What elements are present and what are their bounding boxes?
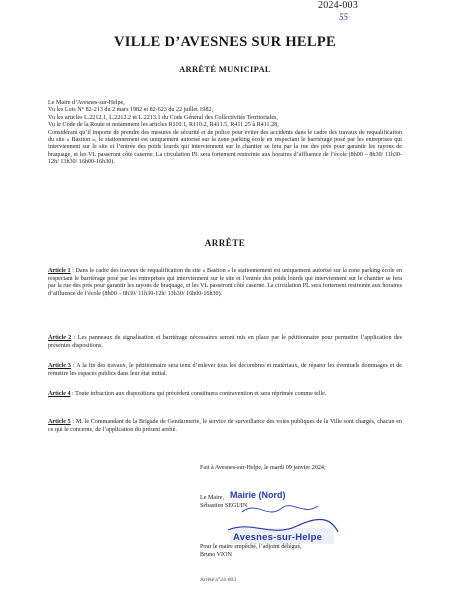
arrete-heading: ARRÊTE (204, 238, 246, 248)
article-label: Article 3 (48, 363, 71, 369)
article-text: : A la fin des travaux, le pétitionnaire sera tenu d’enlever tous les décombres et matériaux, de réparer les éventuels dommages et de remettre les espaces publics dans leur état initial. (48, 363, 402, 377)
article-text: : Toute infraction aux dispositions qui précèdent constituera contravention et sera réprimée comme telle. (70, 391, 327, 397)
document-title: VILLE D’AVESNES SUR HELPE (114, 34, 336, 50)
stamp-town-text: Avesnes-sur-Helpe (233, 532, 323, 543)
signature-place-date: Fait à Avesnes-sur-Helpe, le mardi 09 janvier 2024, (200, 465, 326, 471)
article-text: : M. le Commandant de la Brigade de Gendarmerie, le service de surveillance des voies publiques de la Ville sont chargés, chacun en ce qui le concerne, de l’application du présent arrêté. (48, 419, 402, 433)
handwritten-reference: 55 (339, 12, 348, 22)
signature-role: Le Maire, (200, 495, 225, 501)
preamble-line-considerant: Considérant qu’il importe de prendre des mesures de sécurité et de police pour éviter des accidents dans le cadre des travaux de requalification du site « Bastion », le stationnement est uniquement autorisé sur la zone parking école en respectant le barriérage posé par les entreprises qui interviennent sur le site et l’entrée des poids lourds qui interviennent sur le chantier se fera par la rue des prés pour garantir les rayons de braquage, et les VL passeront côté caserne. La circulation PL sera fortement restreinte aux horaires d’affluence de l’école (8h00 – 8h30/ 11h30-12h/ 13h30/ 16h00-16h30). (48, 129, 402, 166)
stamp-top-text: Mairie (Nord) (230, 490, 286, 500)
document-subtitle: ARRÊTÉ MUNICIPAL (179, 64, 271, 74)
article-text: : Dans le cadre des travaux de requalification du site « Bastion » le stationnement est uniquement autorisé sur la zone parking école en respectant le barriérage posé par les entreprises qui interviennent sur le site et l’entrée des poids lourds qui interviennent sur le chantier se fera par la rue des prés pour garantir les rayons de braquage, et les VL passeront côté caserne. La circulation PL sera fortement restreinte aux horaires d’affluence de l’école (8h00 – 8h30/ 11h30-12h/ 13h30/ 16h00-16h30). (48, 268, 402, 297)
footer-reference: Arrêté n°24-003 (200, 577, 236, 583)
article-1 (48, 268, 402, 298)
article-label: Article 2 (48, 335, 72, 341)
article-4 (48, 391, 402, 399)
article-2 (48, 335, 402, 350)
preamble (48, 100, 402, 167)
article-5 (48, 419, 402, 434)
article-label: Article 4 (48, 391, 71, 397)
preamble-line-code-route: Vu le Code de la Route et notamment les articles R110.1, R110.2, R411.5, R411.25 à R411.28, (48, 122, 279, 129)
article-label: Article 1 (48, 268, 71, 274)
preamble-line-laws: Vu les Lois N° 82-213 du 2 mars 1982 et 82-623 du 22 juillet 1982, (48, 107, 214, 114)
article-text: : Les panneaux de signalisation et barriérage nécessaires seront mis en place par le pétitionnaire pour permettre l’application des présentes dispositions. (48, 335, 402, 349)
article-3 (48, 363, 402, 378)
signature-name: Sébastien SEGUIN (200, 503, 248, 509)
signature-name-deputy: Bruno VION (200, 552, 232, 558)
signature-delegation: Pour le maire empêché, l’adjoint délégué, (200, 544, 302, 550)
article-label: Article 5 (48, 419, 71, 425)
reference-number: 2024-003 (318, 0, 358, 11)
preamble-line-mayor: Le Maire d’Avesnes-sur-Helpe, (48, 100, 125, 106)
preamble-line-articles-cgct: Vu les articles L.2212.1, L.2212.2 et L.2213.1 du Code Général des Collectivités Territoriales, (48, 114, 278, 121)
